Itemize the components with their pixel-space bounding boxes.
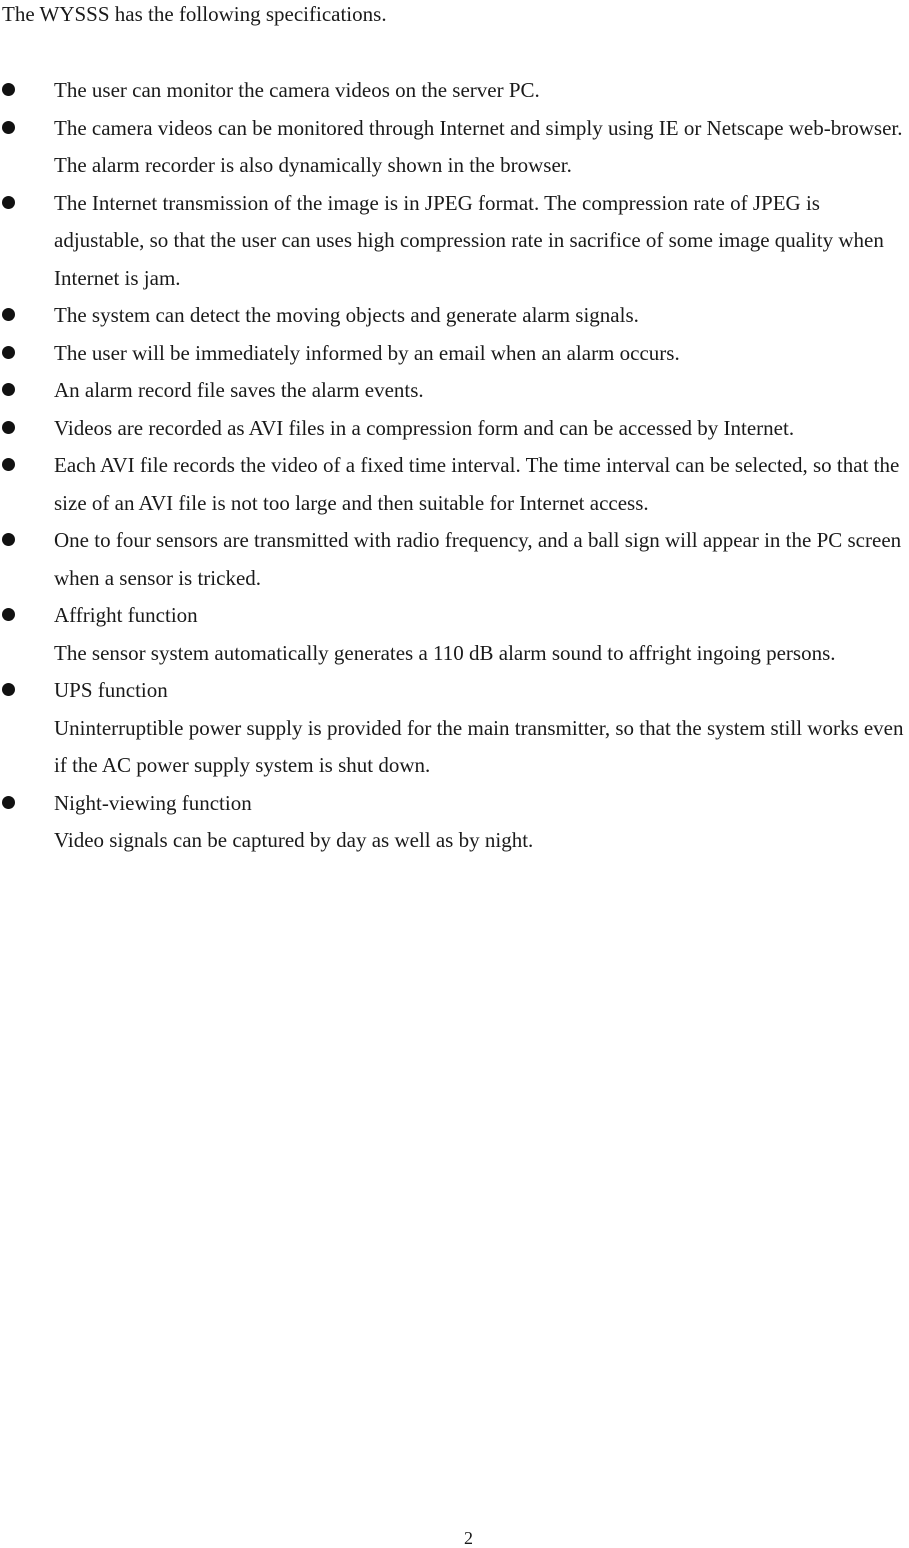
list-item — [0, 672, 909, 785]
list-item — [0, 447, 909, 522]
list-item — [0, 185, 909, 298]
list-item-text: The user will be immediately informed by an email when an alarm occurs. — [54, 340, 680, 365]
bullet-icon — [2, 533, 15, 546]
bullet-icon — [2, 346, 15, 359]
list-item-heading: Affright function — [54, 603, 198, 627]
bullet-icon — [2, 308, 15, 321]
list-item-description: Video signals can be captured by day as well as by night. — [54, 828, 534, 852]
list-item-text: Videos are recorded as AVI files in a compression form and can be accessed by Internet. — [54, 415, 795, 440]
bullet-icon — [2, 121, 15, 134]
list-item-text: The Internet transmission of the image is in JPEG format. The compression rate of JPEG is adjustable, so that the user can uses high compression rate in sacrifice of some image quality when Internet is jam. — [54, 190, 884, 290]
page-number: 2 — [464, 1528, 473, 1548]
intro-paragraph: The WYSSS has the following specifications. — [2, 2, 387, 26]
list-item — [0, 297, 909, 335]
list-item-text: One to four sensors are transmitted with radio frequency, and a ball sign will appear in the PC screen when a sensor is tricked. — [54, 528, 902, 590]
bullet-icon — [2, 608, 15, 621]
list-item — [0, 410, 909, 448]
bullet-icon — [2, 683, 15, 696]
list-item-heading: Night-viewing function — [54, 790, 252, 815]
list-item-text: The camera videos can be monitored through Internet and simply using IE or Netscape web-browser. The alarm recorder is also dynamically shown in the browser. — [54, 115, 903, 177]
specification-list — [0, 72, 909, 860]
list-item-heading: UPS function — [54, 678, 168, 702]
list-item — [0, 597, 909, 672]
list-item-text: The system can detect the moving objects and generate alarm signals. — [54, 303, 639, 327]
list-item — [0, 110, 909, 185]
list-item-text: Each AVI file records the video of a fixed time interval. The time interval can be selected, so that the size of an AVI file is not too large and then suitable for Internet access. — [54, 453, 900, 515]
list-item — [0, 335, 909, 373]
list-item — [0, 785, 909, 860]
list-item-description: Uninterruptible power supply is provided for the main transmitter, so that the system still works even if the AC power supply system is shut down. — [54, 715, 904, 777]
list-item — [0, 372, 909, 410]
bullet-icon — [2, 421, 15, 434]
bullet-icon — [2, 383, 15, 396]
bullet-icon — [2, 796, 15, 809]
list-item — [0, 72, 909, 110]
bullet-icon — [2, 83, 15, 96]
list-item-description: The sensor system automatically generates a 110 dB alarm sound to affright ingoing persons. — [54, 640, 836, 665]
list-item-text: An alarm record file saves the alarm events. — [54, 378, 424, 402]
list-item-text: The user can monitor the camera videos on the server PC. — [54, 78, 540, 102]
bullet-icon — [2, 196, 15, 209]
bullet-icon — [2, 458, 15, 471]
list-item — [0, 522, 909, 597]
